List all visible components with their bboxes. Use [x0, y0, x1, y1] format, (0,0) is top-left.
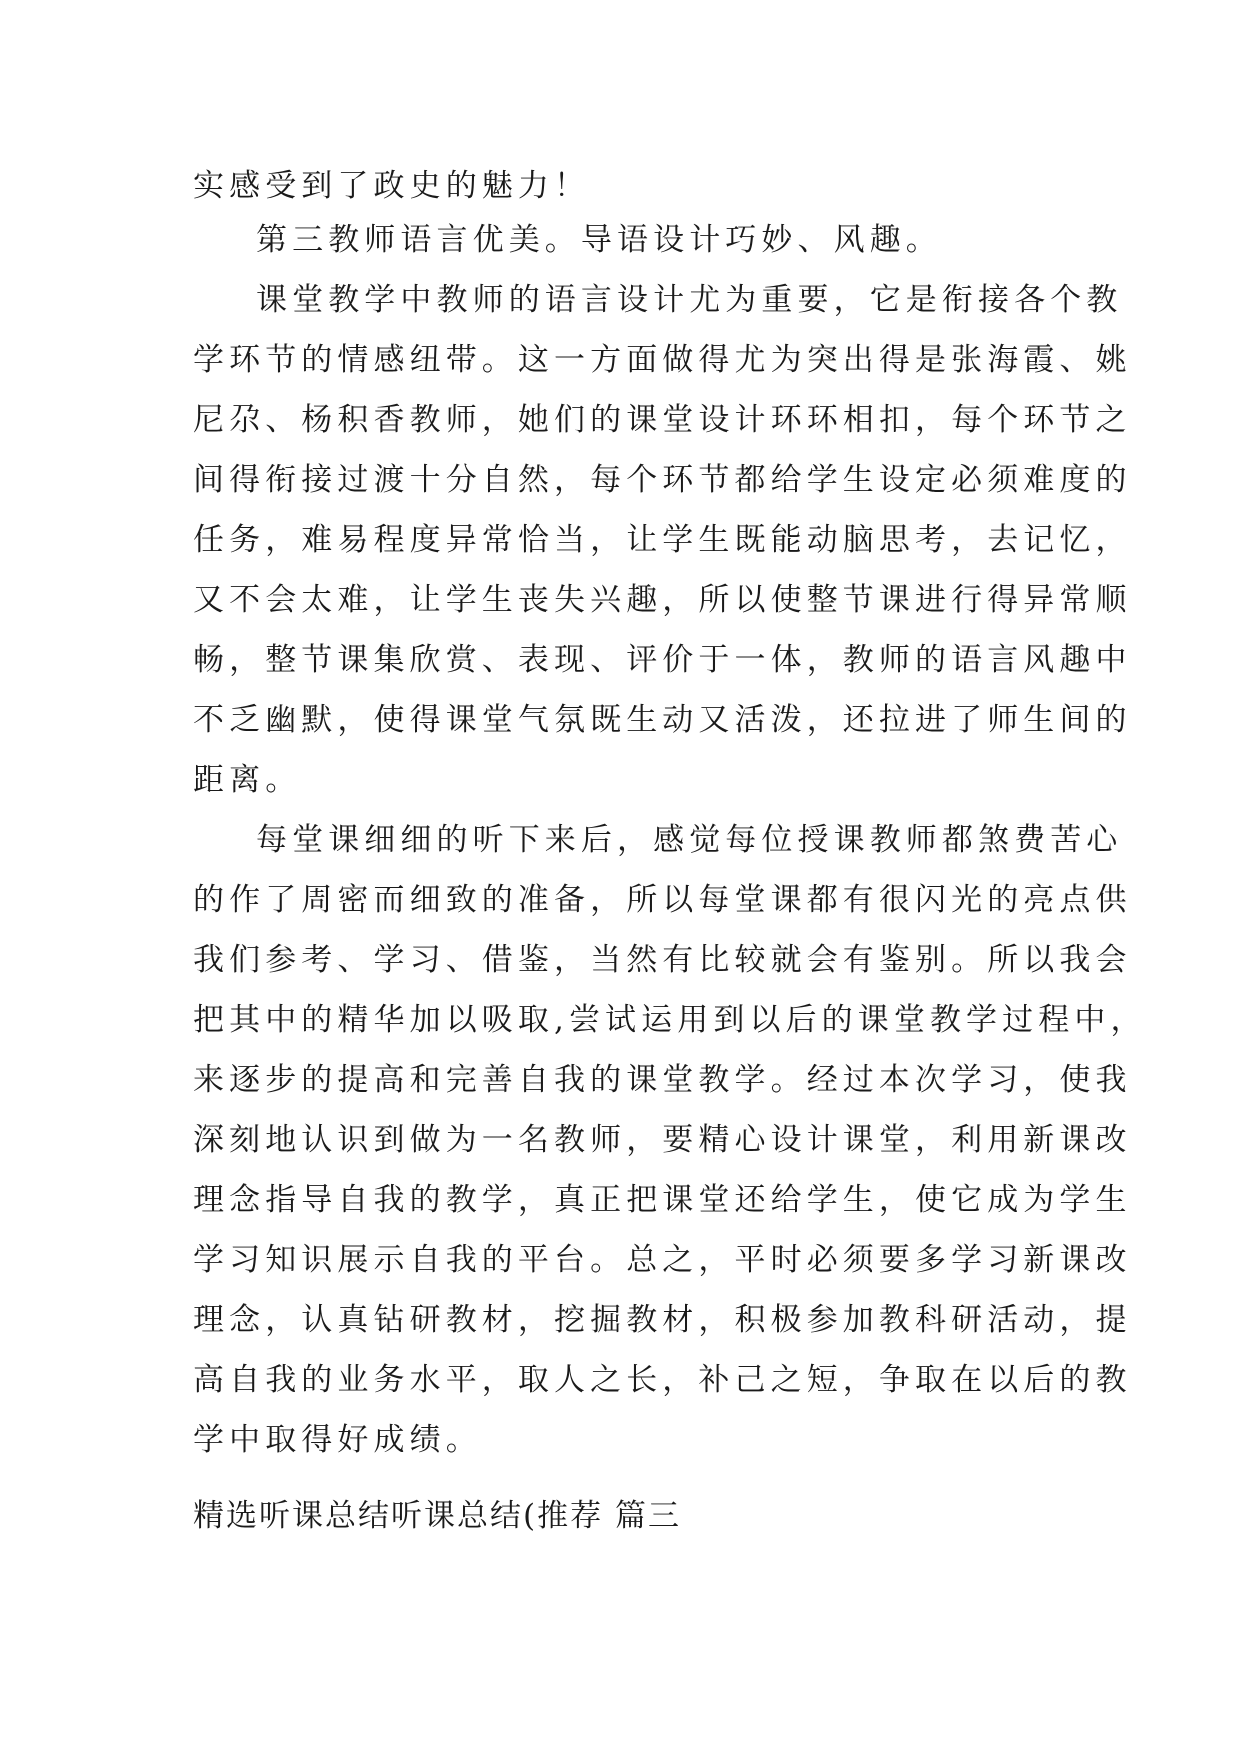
section-heading: 精选听课总结听课总结(推荐 篇三: [193, 1498, 681, 1534]
text-line: 间得衔接过渡十分自然，每个环节都给学生设定必须难度的: [193, 462, 1132, 498]
text-line: 深刻地认识到做为一名教师，要精心设计课堂，利用新课改: [193, 1122, 1132, 1158]
text-line: 第三教师语言优美。导语设计巧妙、风趣。: [256, 222, 942, 258]
text-line: 学中取得好成绩。: [193, 1422, 482, 1458]
text-line: 高自我的业务水平，取人之长，补己之短，争取在以后的教: [193, 1362, 1132, 1398]
text-line: 学习知识展示自我的平台。总之，平时必须要多学习新课改: [193, 1242, 1132, 1278]
text-line: 又不会太难，让学生丧失兴趣，所以使整节课进行得异常顺: [193, 582, 1132, 618]
text-line: 的作了周密而细致的准备，所以每堂课都有很闪光的亮点供: [193, 882, 1132, 918]
text-line: 不乏幽默，使得课堂气氛既生动又活泼，还拉进了师生间的: [193, 702, 1132, 738]
text-line: 畅，整节课集欣赏、表现、评价于一体，教师的语言风趣中: [193, 642, 1132, 678]
text-line: 实感受到了政史的魅力！: [193, 168, 591, 204]
text-line: 来逐步的提高和完善自我的课堂教学。经过本次学习，使我: [193, 1062, 1132, 1098]
text-line: 任务，难易程度异常恰当，让学生既能动脑思考，去记忆，: [193, 522, 1132, 558]
text-line: 每堂课细细的听下来后，感觉每位授课教师都煞费苦心: [256, 822, 1123, 858]
text-line: 理念，认真钻研教材，挖掘教材，积极参加教科研活动，提: [193, 1302, 1132, 1338]
text-line: 尼尕、杨积香教师，她们的课堂设计环环相扣，每个环节之: [193, 402, 1132, 438]
text-line: 课堂教学中教师的语言设计尤为重要，它是衔接各个教: [256, 282, 1123, 318]
text-line: 学环节的情感纽带。这一方面做得尤为突出得是张海霞、姚: [193, 342, 1132, 378]
text-line: 我们参考、学习、借鉴，当然有比较就会有鉴别。所以我会: [193, 942, 1132, 978]
text-line: 理念指导自我的教学，真正把课堂还给学生，使它成为学生: [193, 1182, 1132, 1218]
text-line: 距离。: [193, 762, 302, 798]
text-line: 把其中的精华加以吸取,尝试运用到以后的课堂教学过程中，: [193, 1002, 1147, 1038]
